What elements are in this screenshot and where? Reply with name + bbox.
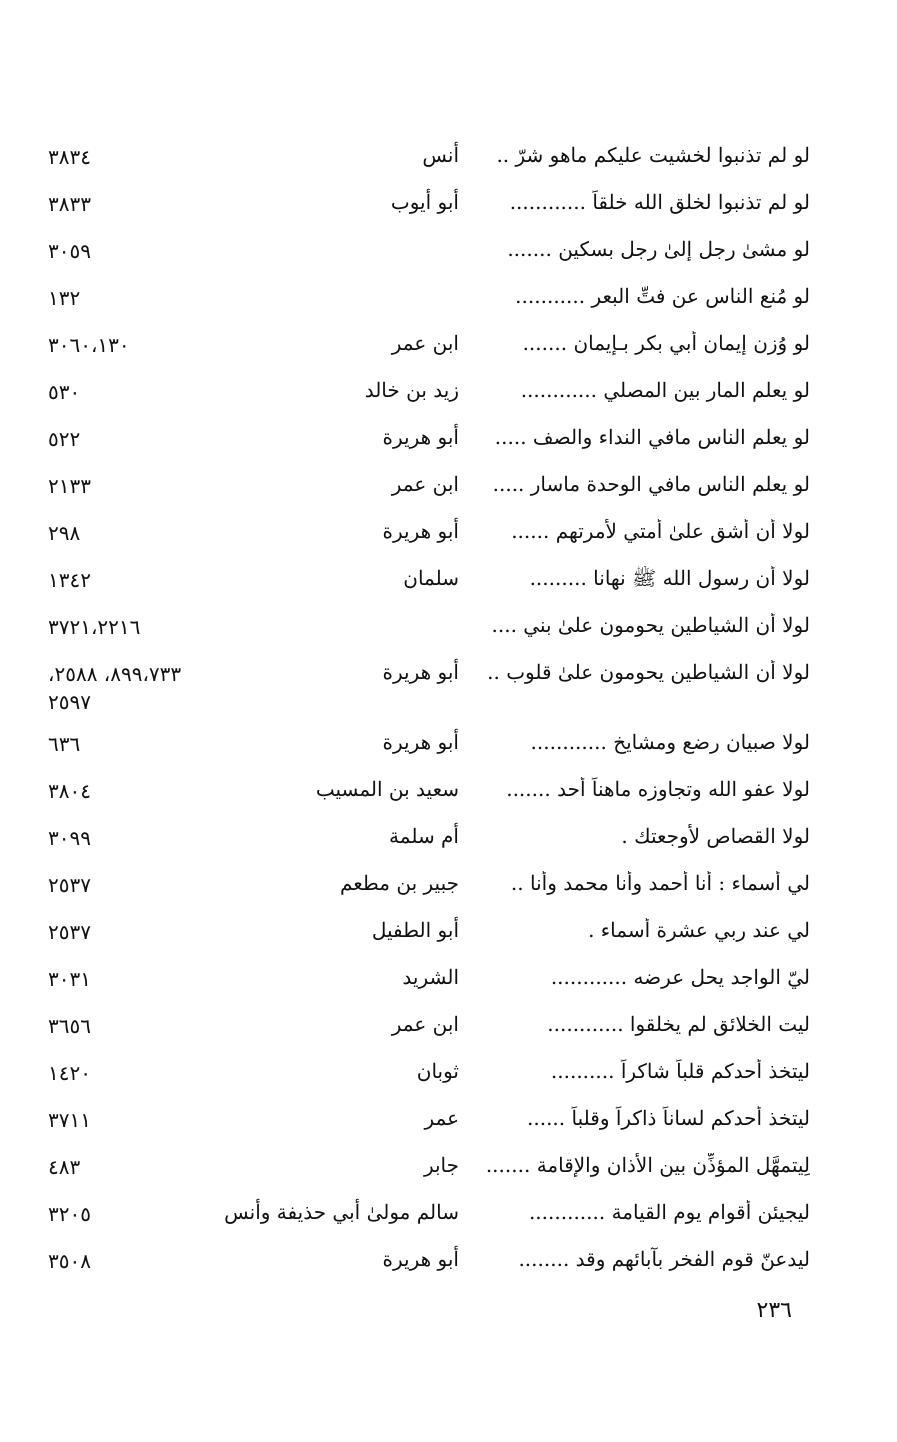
hadith-text: ليجيئن أقوام يوم القيامة ............ — [528, 1200, 810, 1224]
index-entry — [0, 182, 897, 229]
reference-numbers: ٢٥٣٧ — [48, 873, 91, 897]
hadith-text: لو يعلم الناس مافي الوحدة ماسار ..... — [492, 472, 810, 496]
reference-numbers: ١٣٤٢ — [48, 568, 91, 592]
hadith-text: لولا أن رسول الله ﷺ نهانا ......... — [529, 566, 810, 590]
hadith-text: لو يعلم الناس مافي النداء والصف ..... — [494, 425, 810, 449]
narrator-name: زيد بن خالد — [364, 378, 459, 402]
hadith-text: ليّ الواجد يحل عرضه ............ — [550, 965, 810, 989]
narrator-name: جبير بن مطعم — [339, 871, 459, 895]
reference-numbers: ٥٣٠ — [48, 380, 81, 404]
index-entry — [0, 511, 897, 558]
reference-numbers: ٥٢٢ — [48, 427, 81, 451]
hadith-text: لولا أن الشياطين يحومون علىٰ بني .... — [491, 613, 810, 637]
narrator-name: ابن عمر — [391, 1012, 459, 1036]
narrator-name: سلمان — [403, 566, 459, 590]
index-entry — [0, 229, 897, 276]
index-entry — [0, 1239, 897, 1286]
index-entry — [0, 1192, 897, 1239]
hadith-text: ليتخذ أحدكم لساناً ذاكراً وقلباً ...... — [527, 1106, 810, 1130]
hadith-text: لو يعلم المار بين المصلي ............ — [520, 378, 810, 402]
hadith-text: لو وُزن إيمان أبي بكر بـإيمان ....... — [522, 331, 810, 355]
index-entry — [0, 652, 897, 722]
hadith-text: لو لم تذنبوا لخشيت عليكم ماهو شرّ .. — [496, 143, 810, 167]
reference-numbers: ٢٥٣٧ — [48, 920, 91, 944]
narrator-name: أبو هريرة — [382, 1247, 459, 1271]
hadith-text: لِيتمهَّل المؤذِّن بين الأذان والإقامة ....... — [485, 1153, 810, 1177]
narrator-name: أبو أيوب — [390, 190, 459, 214]
index-entry — [0, 722, 897, 769]
reference-numbers: ٣٠٦٠،١٣٠ — [48, 333, 130, 357]
reference-numbers: ٣٨٠٤ — [48, 779, 91, 803]
hadith-text: لو مشىٰ رجل إلىٰ رجل بسكين ....... — [507, 237, 810, 261]
narrator-name: سالم مولىٰ أبي حذيفة وأنس — [224, 1200, 459, 1224]
index-entry — [0, 605, 897, 652]
narrator-name: عمر — [424, 1106, 459, 1130]
reference-numbers: ٣٠٥٩ — [48, 239, 91, 263]
reference-numbers: ٣٦٥٦ — [48, 1014, 91, 1038]
narrator-name: أبو هريرة — [382, 730, 459, 754]
hadith-text: لولا أن الشياطين يحومون علىٰ قلوب .. — [487, 660, 810, 684]
index-entry — [0, 370, 897, 417]
hadith-text: لي عند ربي عشرة أسماء . — [588, 918, 810, 942]
index-entry — [0, 323, 897, 370]
index-entry — [0, 558, 897, 605]
reference-numbers: ٣٠٩٩ — [48, 826, 91, 850]
index-entry — [0, 957, 897, 1004]
reference-numbers: ٣٨٣٣ — [48, 192, 91, 216]
page-number: ٢٣٦ — [756, 1298, 792, 1323]
narrator-name: ابن عمر — [391, 331, 459, 355]
index-entry — [0, 135, 897, 182]
reference-numbers: ٢٩٨ — [48, 521, 81, 545]
reference-numbers: ٣٧١١ — [48, 1108, 91, 1132]
index-entry — [0, 1004, 897, 1051]
reference-numbers: ٣٨٣٤ — [48, 145, 91, 169]
narrator-name: أبو الطفيل — [371, 918, 459, 942]
index-entry — [0, 910, 897, 957]
hadith-text: لو لم تذنبوا لخلق الله خلقاً ............ — [509, 190, 810, 214]
index-entry — [0, 863, 897, 910]
narrator-name: أم سلمة — [389, 824, 459, 848]
reference-numbers: ٣٥٠٨ — [48, 1249, 91, 1273]
reference-numbers: ٦٣٦ — [48, 732, 81, 756]
reference-numbers: ٨٩٩،٧٣٣، ٢٥٨٨، ٢٥٩٧ — [48, 662, 182, 714]
index-entry — [0, 464, 897, 511]
hadith-text: ليتخذ أحدكم قلباً شاكراً .......... — [550, 1059, 810, 1083]
narrator-name: جابر — [423, 1153, 459, 1177]
narrator-name: أبو هريرة — [382, 519, 459, 543]
reference-numbers: ٣٧٢١،٢٢١٦ — [48, 615, 141, 639]
narrator-name: ثوبان — [416, 1059, 459, 1083]
hadith-text: لو مُنع الناس عن فتِّ البعر ........... — [515, 284, 810, 308]
narrator-name: أبو هريرة — [382, 425, 459, 449]
index-entry — [0, 1098, 897, 1145]
index-entry — [0, 1051, 897, 1098]
reference-numbers: ٤٨٣ — [48, 1155, 81, 1179]
index-entry — [0, 816, 897, 863]
index-entry — [0, 769, 897, 816]
reference-numbers: ٣٠٣١ — [48, 967, 91, 991]
hadith-index-list — [0, 135, 897, 1286]
hadith-text: لولا القصاص لأوجعتك . — [621, 824, 810, 848]
narrator-name: أبو هريرة — [382, 660, 459, 684]
hadith-text: لولا عفو الله وتجاوزه ماهناً أحد ....... — [506, 777, 810, 801]
hadith-text: لي أسماء : أنا أحمد وأنا محمد وأنا .. — [510, 871, 810, 895]
index-entry — [0, 276, 897, 323]
index-entry — [0, 417, 897, 464]
narrator-name: الشريد — [402, 965, 459, 989]
hadith-text: لولا أن أشق علىٰ أمتي لأمرتهم ...... — [511, 519, 810, 543]
narrator-name: سعيد بن المسيب — [315, 777, 459, 801]
narrator-name: أنس — [422, 143, 459, 167]
reference-numbers: ٢١٣٣ — [48, 474, 91, 498]
hadith-text: لولا صبيان رضع ومشايخ ............ — [530, 730, 810, 754]
reference-numbers: ١٣٢ — [48, 286, 81, 310]
narrator-name: ابن عمر — [391, 472, 459, 496]
hadith-text: ليدعنّ قوم الفخر بآبائهم وقد ........ — [518, 1247, 810, 1271]
reference-numbers: ١٤٢٠ — [48, 1061, 91, 1085]
reference-numbers: ٣٢٠٥ — [48, 1202, 91, 1226]
index-entry — [0, 1145, 897, 1192]
hadith-text: ليت الخلائق لم يخلقوا ............ — [547, 1012, 810, 1036]
